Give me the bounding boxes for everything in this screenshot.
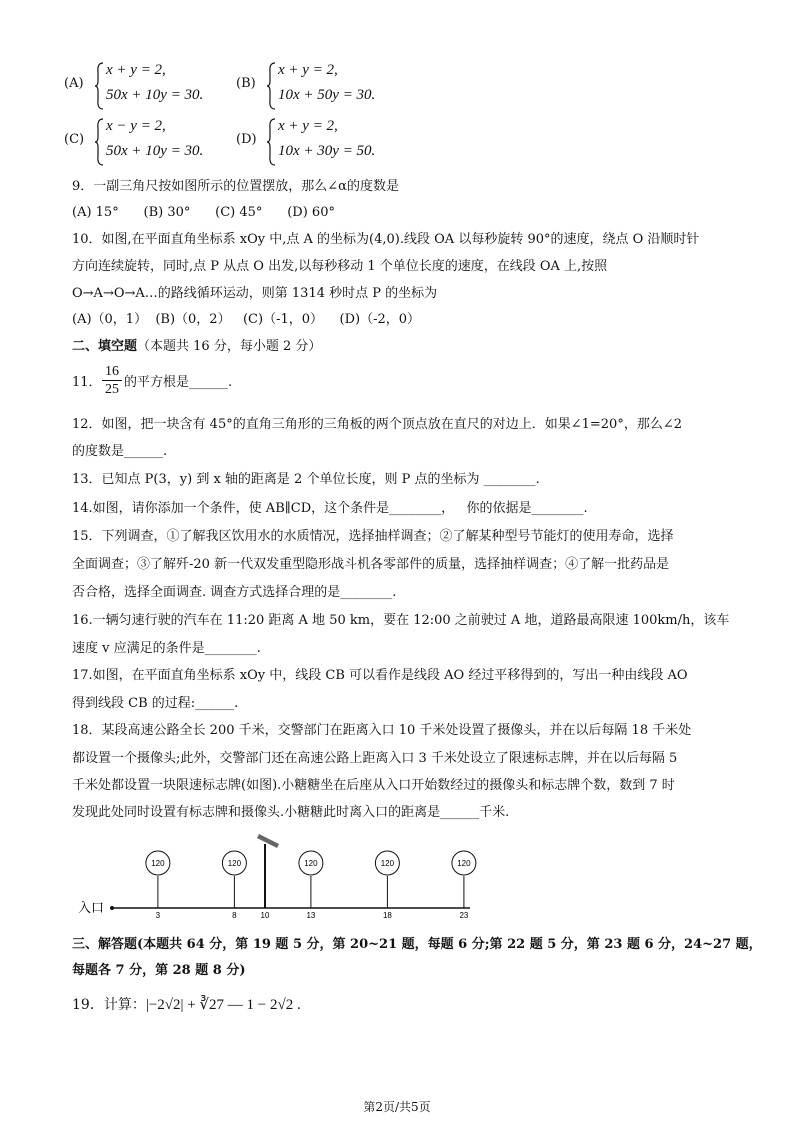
q18-line-3: 千米处都设置一块限速标志牌(如图).小糖糖坐在后座从入口开始数经过的摄像头和标志牌个数，数到 7 时	[72, 778, 675, 793]
section-2-note: （本题共 16 分，每小题 2 分）	[137, 339, 322, 354]
q17-line-1: 17.如图，在平面直角坐标系 xOy 中，线段 CB 可以看作是线段 AO 经过平移得到的，写出一种由线段 AO	[72, 668, 688, 683]
page-footer: 第2页/共5页	[363, 1100, 431, 1114]
equation-1: x − y = 2,	[106, 118, 166, 134]
q9-text: 9．一副三角尺按如图所示的位置摆放，那么∠α的度数是	[72, 179, 399, 194]
section-3-line-2: 每题各 7 分，第 28 题 8 分)	[72, 963, 246, 978]
left-brace-icon	[94, 62, 104, 110]
left-brace-icon	[266, 118, 276, 166]
q9-options: (A) 15° (B) 30° (C) 45° (D) 60°	[72, 205, 335, 220]
distance-tick-label: 13	[306, 911, 316, 920]
equation-2: 10x + 30y = 50.	[278, 143, 376, 159]
option-label: (A)	[64, 76, 84, 91]
q10-line-3: O→A→O→A…的路线循环运动，则第 1314 秒时点 P 的坐标为	[72, 286, 438, 301]
distance-ticks	[156, 911, 469, 920]
distance-tick-label: 8	[232, 911, 237, 920]
q11-fraction	[102, 364, 122, 398]
q15-line-3: 否合格，选择全面调查. 调查方式选择合理的是________.	[72, 585, 397, 600]
distance-tick-label: 18	[382, 911, 392, 920]
section-3-line-1: 三、解答题(本题共 64 分，第 19 题 5 分，第 20~21 题，每题 6 分;第 22 题 5 分，第 23 题 6 分，24~27 题，	[72, 937, 762, 952]
speed-limit-sign-text: 120	[227, 859, 242, 868]
left-brace-icon	[266, 62, 276, 110]
speed-signs	[146, 851, 476, 908]
q19-label: 19．计算：	[72, 997, 146, 1013]
equation-1: x + y = 2,	[278, 62, 338, 78]
distance-tick-label: 23	[459, 911, 469, 920]
q10-line-1: 10．如图,在平面直角坐标系 xOy 中,点 A 的坐标为(4,0).线段 OA 以每秒旋转 90°的速度，绕点 O 沿顺时针	[72, 232, 700, 247]
camera-icon	[257, 834, 279, 848]
q12-line-1: 12．如图，把一块含有 45°的直角三角形的三角板的两个顶点放在直尺的对边上．如果∠1=20°，那么∠2	[72, 417, 682, 432]
fraction-denominator: 25	[105, 382, 119, 397]
q19	[72, 996, 301, 1014]
q11-text: 的平方根是______.	[124, 375, 233, 390]
q16-line-2: 速度 v 应满足的条件是________.	[72, 641, 261, 656]
distance-tick-label: 10	[260, 911, 270, 920]
equation-2: 10x + 50y = 30.	[278, 87, 376, 103]
speed-limit-sign-text: 120	[304, 859, 318, 868]
equation-2: 50x + 10y = 30.	[106, 143, 204, 159]
equation-2: 50x + 10y = 30.	[106, 87, 204, 103]
equation-1: x + y = 2,	[278, 118, 338, 134]
entrance-label: 入口	[78, 901, 105, 916]
option-label: (D)	[236, 132, 257, 147]
fraction-numerator: 16	[105, 364, 119, 379]
highway-diagram	[70, 826, 490, 926]
q10-line-2: 方向连续旋转，同时,点 P 从点 O 出发,以每秒移动 1 个单位长度的速度，在线段 OA 上,按照	[72, 259, 608, 274]
q11-number: 11．	[72, 375, 102, 390]
section-2-header	[72, 338, 321, 356]
camera-pole	[257, 834, 279, 908]
q15-line-1: 15．下列调查，①了解我区饮用水的水质情况，选择抽样调查；②了解某种型号节能灯的使用寿命，选择	[72, 529, 674, 544]
q16-line-1: 16.一辆匀速行驶的汽车在 11:20 距离 A 地 50 km，要在 12:00 之前驶过 A 地，道路最高限速 100km/h，该车	[72, 613, 730, 628]
speed-limit-sign-text: 120	[457, 859, 471, 868]
equation-1: x + y = 2,	[106, 62, 166, 78]
q17-line-2: 得到线段 CB 的过程:______.	[72, 696, 239, 711]
q15-line-2: 全面调查；③了解歼-20 新一代双发重型隐形战斗机各零部件的质量，选择抽样调查；④了解一批药品是	[72, 557, 670, 572]
speed-limit-sign-text: 120	[151, 859, 165, 868]
q19-expression: |−2√2| + ∛27 — 1 − 2√2 .	[145, 997, 301, 1013]
option-label: (C)	[64, 132, 85, 147]
q18-line-1: 18．某段高速公路全长 200 千米，交警部门在距离入口 10 千米处设置了摄像头，并在以后每隔 18 千米处	[72, 723, 692, 738]
speed-limit-sign-text: 120	[380, 859, 395, 868]
q13-text: 13．已知点 P(3，y) 到 x 轴的距离是 2 个单位长度，则 P 点的坐标为 ________.	[72, 472, 540, 487]
left-brace-icon	[94, 118, 104, 166]
option-label: (B)	[236, 76, 256, 91]
distance-tick-label: 3	[155, 911, 161, 920]
q18-line-2: 都设置一个摄像头;此外，交警部门还在高速公路上距离入口 3 千米处设立了限速标志牌，并在以后每隔 5	[72, 751, 678, 766]
q10-options: (A)（0，1） (B)（0，2） (C)（-1，0） (D)（-2，0）	[72, 312, 421, 327]
q18-line-4: 发现此处同时设置有标志牌和摄像头.小糖糖此时离入口的距离是______千米.	[72, 805, 510, 820]
section-2-title: 二、填空题	[72, 339, 138, 354]
q12-line-2: 的度数是______.	[72, 444, 168, 459]
q14-text: 14.如图，请你添加一个条件，使 AB∥CD，这个条件是________， 你的依据是________.	[72, 501, 588, 516]
